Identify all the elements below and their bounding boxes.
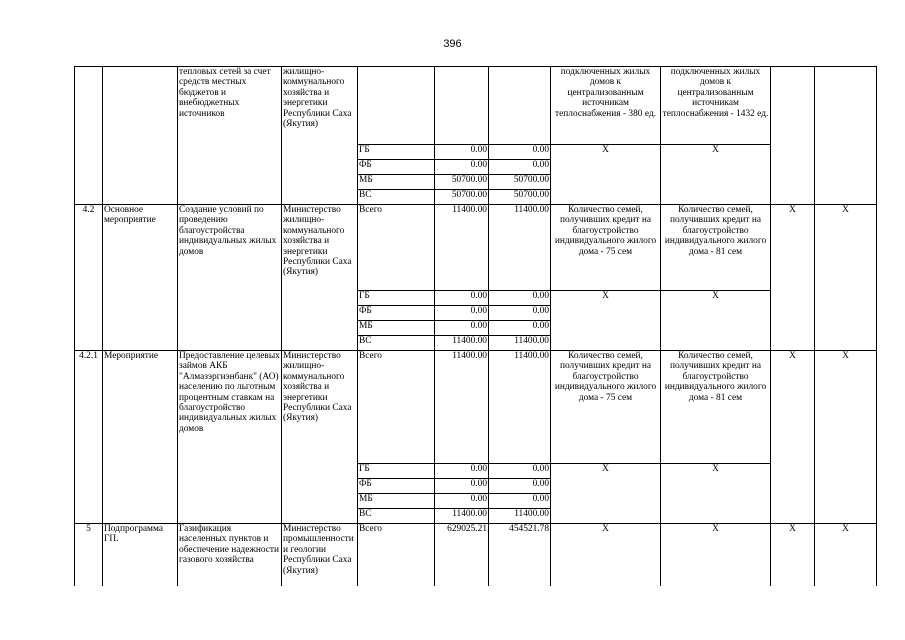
mark-2: X [815,351,877,524]
indicator-1: X [551,464,661,524]
funding-value-1: 0.00 [435,306,489,321]
indicator-1: X [551,145,661,205]
item-number: 4.2.1 [75,351,103,524]
funding-source-label: МБ [358,321,435,336]
funding-source-label: ВС [358,336,435,351]
item-number: 4.2 [75,205,103,351]
mark-1: X [771,524,815,586]
funding-value-1: 0.00 [435,464,489,479]
funding-value-1: 50700.00 [435,190,489,205]
item-executor: Министерство жилищно-коммунального хозяйства и энергетики Республики Саха (Якутия) [282,205,358,351]
funding-source-label: Всего [358,524,435,586]
funding-source-label: ФБ [358,306,435,321]
funding-source-label: ГБ [358,291,435,306]
item-name: Предоставление целевых займов АКБ "Алмазэргиэнбанк" (АО) населению по льготным процентным ставкам на благоустройство индивидуальных жилых домов [178,351,282,524]
funding-source-label [358,67,435,145]
funding-value-2: 0.00 [489,145,551,160]
item-type: Основное мероприятие [103,205,178,351]
item-type: Мероприятие [103,351,178,524]
funding-value-2: 0.00 [489,321,551,336]
indicator-2: Количество семей, получивших кредит на благоустройство индивидуального жилого дома - 81 сем [661,351,771,464]
funding-source-label: ВС [358,190,435,205]
funding-source-label: ФБ [358,160,435,175]
item-executor: Министерство жилищно-коммунального хозяйства и энергетики Республики Саха (Якутия) [282,351,358,524]
program-table [74,66,877,586]
mark-1: X [771,351,815,524]
funding-value-1: 0.00 [435,321,489,336]
item-name: Создание условий по проведению благоустройства индивидуальных жилых домов [178,205,282,351]
table-row [75,205,877,291]
indicator-2: Количество семей, получивших кредит на благоустройство индивидуального жилого дома - 81 сем [661,205,771,291]
table-row [75,351,877,464]
funding-source-label: Всего [358,205,435,291]
funding-source-label: ГБ [358,145,435,160]
funding-value-2: 0.00 [489,291,551,306]
funding-value-1 [435,67,489,145]
funding-value-2: 454521.78 [489,524,551,586]
funding-value-1: 629025.21 [435,524,489,586]
funding-value-2: 11400.00 [489,336,551,351]
funding-value-2: 50700.00 [489,190,551,205]
funding-value-2 [489,67,551,145]
funding-source-label: МБ [358,494,435,509]
mark-2: X [815,205,877,351]
funding-value-1: 11400.00 [435,509,489,524]
funding-value-2: 11400.00 [489,351,551,464]
funding-value-1: 0.00 [435,145,489,160]
indicator-1: X [551,291,661,351]
funding-value-2: 11400.00 [489,205,551,291]
funding-value-1: 0.00 [435,479,489,494]
item-executor: жилищно-коммунального хозяйства и энергетики Республики Саха (Якутия) [282,67,358,205]
mark-1 [771,67,815,205]
funding-source-label: ФБ [358,479,435,494]
funding-source-label: МБ [358,175,435,190]
funding-value-1: 0.00 [435,494,489,509]
item-name: Газификация населенных пунктов и обеспечение надежности газового хозяйства [178,524,282,586]
funding-source-label: Всего [358,351,435,464]
funding-value-1: 11400.00 [435,351,489,464]
funding-value-2: 11400.00 [489,509,551,524]
indicator-2: X [661,524,771,586]
mark-2: X [815,524,877,586]
funding-value-1: 11400.00 [435,336,489,351]
indicator-2: X [661,145,771,205]
funding-value-1: 50700.00 [435,175,489,190]
funding-value-2: 50700.00 [489,175,551,190]
indicator-2: X [661,464,771,524]
indicator-1: подключенных жилых домов к централизованным источникам теплоснабжения - 380 ед. [551,67,661,145]
item-number [75,67,103,205]
table-row [75,524,877,586]
indicator-1: X [551,524,661,586]
table-row [75,67,877,145]
mark-2 [815,67,877,205]
item-type: Подпрограмма ГП. [103,524,178,586]
funding-value-2: 0.00 [489,479,551,494]
funding-value-1: 0.00 [435,291,489,306]
funding-value-2: 0.00 [489,160,551,175]
item-executor: Министерство промышленности и геологии Республики Саха (Якутия) [282,524,358,586]
indicator-1: Количество семей, получивших кредит на благоустройство индивидуального жилого дома - 75 сем [551,351,661,464]
item-name: тепловых сетей за счет средств местных бюджетов и внебюджетных источников [178,67,282,205]
funding-value-2: 0.00 [489,494,551,509]
funding-source-label: ВС [358,509,435,524]
mark-1: X [771,205,815,351]
funding-source-label: ГБ [358,464,435,479]
funding-value-1: 11400.00 [435,205,489,291]
item-number: 5 [75,524,103,586]
funding-value-1: 0.00 [435,160,489,175]
funding-value-2: 0.00 [489,464,551,479]
page-number: 396 [443,38,462,50]
indicator-2: X [661,291,771,351]
indicator-1: Количество семей, получивших кредит на благоустройство индивидуального жилого дома - 75 сем [551,205,661,291]
funding-value-2: 0.00 [489,306,551,321]
item-type [103,67,178,205]
indicator-2: подключенных жилых домов к централизованным источникам теплоснабжения - 1432 ед. [661,67,771,145]
